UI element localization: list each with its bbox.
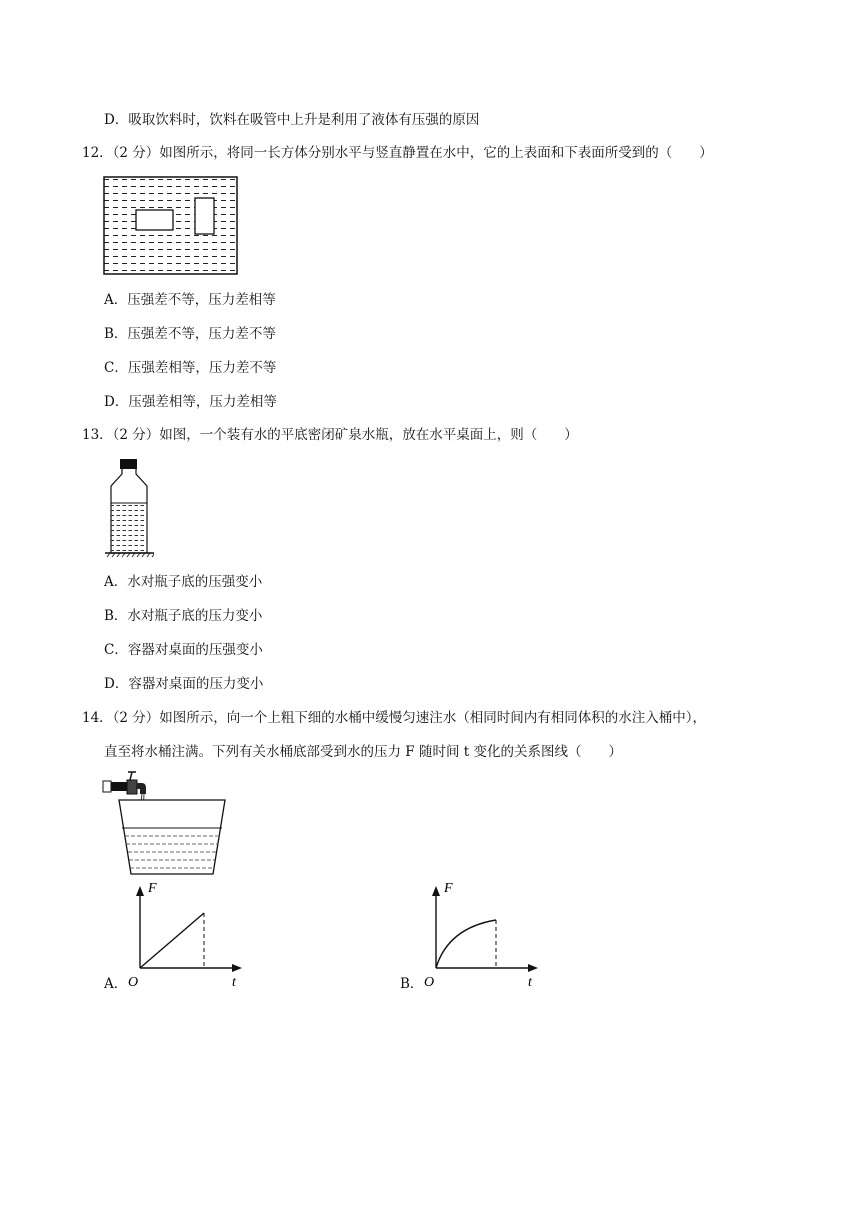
q13-option-a[interactable]: A．水对瓶子底的压强变小 [104, 574, 263, 590]
graph-b [418, 876, 546, 992]
q12-figure [103, 176, 239, 276]
faucet-handle [103, 781, 111, 792]
graph-b-y-label: F [444, 881, 453, 896]
horizontal-block [136, 210, 173, 230]
q12-option-d[interactable]: D．压强差相等，压力差相等 [104, 394, 277, 410]
q12-stem: 12．（2 分）如图所示，将同一长方体分别水平与竖直静置在水中，它的上表面和下表面所受到的（ ） [82, 145, 713, 161]
vertical-block [195, 198, 214, 234]
graph-a-x-label: t [232, 975, 236, 990]
graph-b-curve [436, 920, 496, 968]
q14-stem-line2: 直至将水桶注满。下列有关水桶底部受到水的压力 F 随时间 t 变化的关系图线（ ） [104, 744, 622, 760]
bottle-water [111, 503, 147, 553]
graph-a-curve [140, 913, 204, 968]
q13-option-c[interactable]: C．容器对桌面的压强变小 [104, 642, 263, 658]
graph-a-origin-label: O [128, 975, 139, 990]
graph-b-x-label: t [528, 975, 532, 990]
q12-option-b[interactable]: B．压强差不等，压力差不等 [104, 326, 276, 342]
bottle-cap [120, 459, 137, 469]
q13-option-b[interactable]: B．水对瓶子底的压力变小 [104, 608, 263, 624]
q13-bottle-figure [104, 458, 156, 558]
q12-option-c[interactable]: C．压强差相等，压力差不等 [104, 360, 277, 376]
graph-a [122, 878, 250, 994]
graph-a-y-label: F [148, 881, 157, 896]
q11-option-d: D．吸取饮料时，饮料在吸管中上升是利用了液体有压强的原因 [104, 112, 480, 128]
q14-stem-line1: 14．（2 分）如图所示，向一个上粗下细的水桶中缓慢匀速注水（相同时间内有相同体积的水注入桶中）， [82, 710, 707, 726]
q14-bucket-figure [102, 770, 227, 880]
graph-a-option-label[interactable]: A． [104, 976, 128, 992]
q13-stem: 13．（2 分）如图，一个装有水的平底密闭矿泉水瓶，放在水平桌面上，则（ ） [82, 427, 578, 443]
bucket [119, 800, 225, 874]
q12-option-a[interactable]: A．压强差不等，压力差相等 [104, 292, 276, 308]
q13-option-d[interactable]: D．容器对桌面的压力变小 [104, 676, 264, 692]
graph-b-option-label[interactable]: B． [400, 976, 424, 992]
graph-b-origin-label: O [424, 975, 435, 990]
